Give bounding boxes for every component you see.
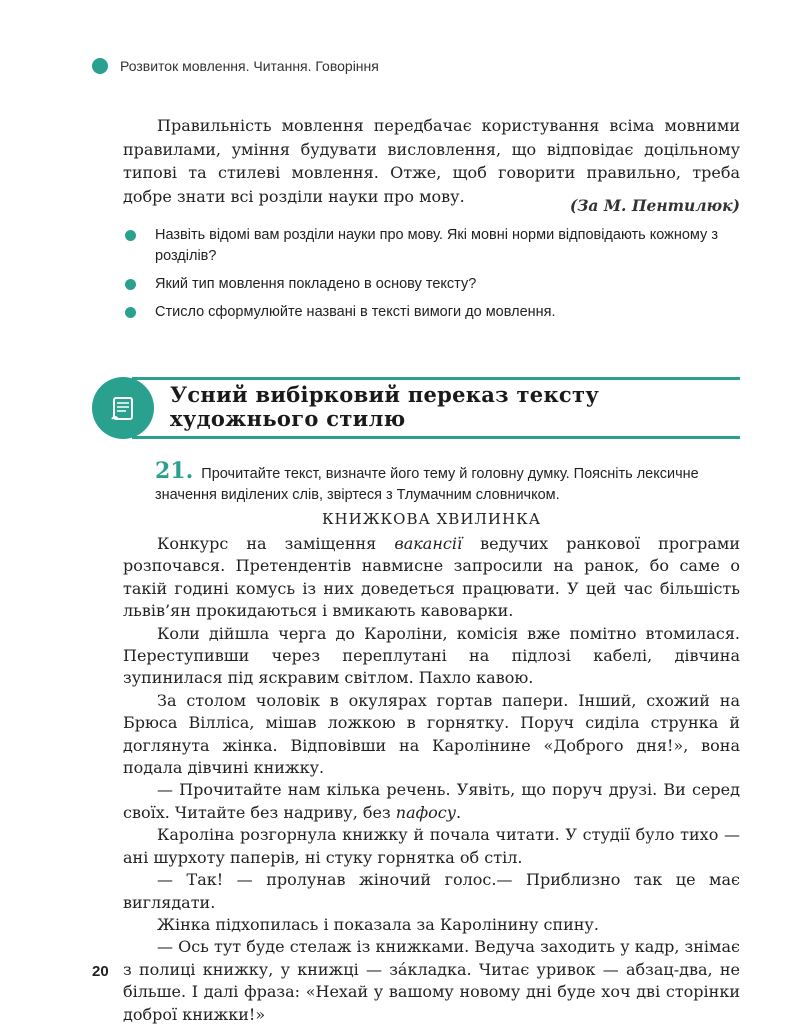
story-paragraph: Жінка підхопилась і показала за Каролінину спину.	[157, 914, 599, 934]
story-paragraph: Конкурс на заміщення вакансії ведучих ранкової програми розпочався. Претендентів навмисне запросили на ранок, бо саме о такій годині комусь із них доведеться працювати. У цей час більшість львів’ян прокидаються і вмикають кавоварки.	[123, 534, 740, 621]
highlighted-word: вакансії	[394, 534, 463, 553]
bullet-icon	[125, 279, 136, 290]
attribution: (За М. Пентилюк)	[569, 196, 740, 215]
page-header	[92, 58, 379, 74]
task-text: Прочитайте текст, визначте його тему й головну думку. Поясніть лексичне значення виділених слів, звіртеся з Тлумачним словничком.	[155, 466, 699, 503]
bullet-icon	[125, 230, 136, 241]
section-title-line2: художнього стилю	[170, 406, 406, 431]
story-paragraph: — Прочитайте нам кілька речень. Уявіть, що поруч друзі. Ви серед своїх. Читайте без надриву, без пафосу.	[123, 780, 740, 822]
story-title: КНИЖКОВА ХВИЛИНКА	[321, 510, 542, 528]
question-list	[123, 225, 740, 330]
highlighted-word: пафосу	[395, 802, 457, 822]
question-text: Стисло сформулюйте названі в тексті вимоги до мовлення.	[155, 304, 556, 320]
question-text: Назвіть відомі вам розділи науки про мову. Які мовні норми відповідають кожному з розділів?	[155, 227, 718, 264]
question-item	[123, 225, 740, 267]
page-number: 20	[92, 963, 109, 980]
question-item	[123, 302, 740, 323]
task-number: 21.	[155, 458, 194, 484]
story-text	[123, 533, 740, 1026]
story-paragraph: Коли дійшла черга до Кароліни, комісія вже помітно втомилася. Переступивши через переплутані на підлозі кабелі, дівчина зупинилася під яскравим світлом. Пахло кавою.	[123, 623, 740, 688]
section-title	[170, 383, 599, 431]
question-item	[123, 274, 740, 295]
header-title: Розвиток мовлення. Читання. Говоріння	[120, 58, 379, 74]
section-line-bottom	[132, 436, 740, 439]
question-text: Який тип мовлення покладено в основу тексту?	[155, 276, 477, 292]
section-title-line1: Усний вибірковий переказ тексту	[170, 382, 600, 407]
story-paragraph: За столом чоловік в окулярах гортав папери. Інший, схожий на Брюса Вілліса, мішав ложкою в горнятку. Поруч сиділа струнка й доглянута жінка. Відповівши на Каролінине «Доброго дня!», вона подала дівчині книжку.	[123, 690, 740, 778]
story-paragraph: — Ось тут буде стелаж із книжками. Ведуча заходить у кадр, знімає з полиці книжку, у книжці — за́кладка. Читає уривок — абзац-два, не більше. І далі фраза: «Нехай у вашому новому дні буде хоч дві сторінки доброї книжки!»	[123, 937, 740, 1024]
story-paragraph: — Так! — пролунав жіночий голос.— Приблизно так це має виглядати.	[123, 870, 740, 912]
intro-paragraph: Правильність мовлення передбачає користування всіма мовними правилами, уміння будувати висловлення, що відповідає доцільному типові та стилеві мовлення. Отже, щоб говорити правильно, треба добре знати всі розділи науки про мову.	[123, 116, 740, 206]
bullet-icon	[125, 307, 136, 318]
section-line-top	[132, 377, 740, 380]
scroll-icon	[92, 377, 154, 439]
task	[155, 458, 740, 506]
story-paragraph: Кароліна розгорнула книжку й почала читати. У студії було тихо — ані шурхоту паперів, ні стуку горнятка об стіл.	[123, 825, 740, 867]
section-heading	[92, 377, 740, 439]
header-circle-icon	[92, 58, 108, 74]
